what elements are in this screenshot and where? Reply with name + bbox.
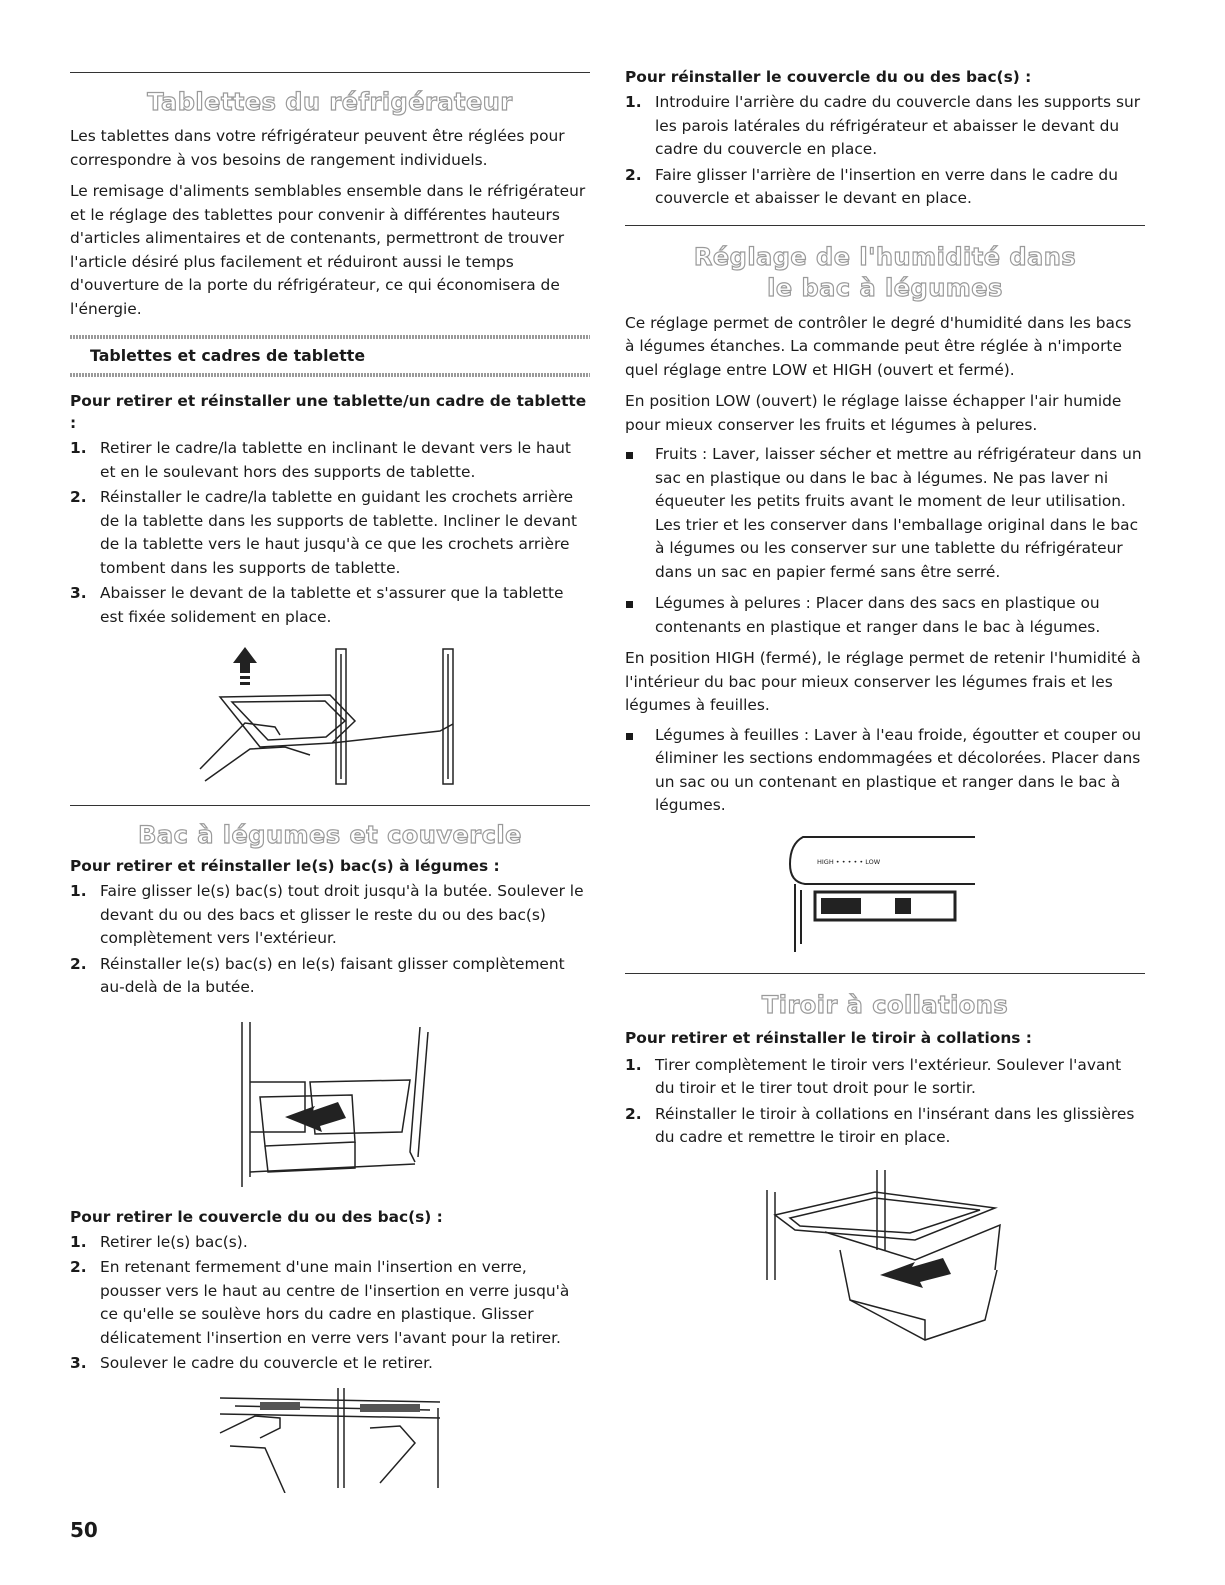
section-rule: [70, 72, 590, 73]
list-item: 1. Tirer complètement le tiroir vers l'extérieur. Soulever l'avant du tiroir et le tirer tout droit pour le sortir.: [625, 1055, 1122, 1097]
shelf-illustration: [70, 639, 590, 787]
page-number: 50: [70, 1518, 98, 1542]
shelves-intro: Les tablettes dans votre réfrigérateur peuvent être réglées pour correspondre à vos besoins de rangement individuels.: [70, 127, 565, 169]
section-title-shelves: Tablettes du réfrigérateur: [147, 88, 513, 116]
humidity-intro: Ce réglage permet de contrôler le degré d'humidité dans les bacs à légumes étanches. La commande peut être réglée à n'importe quel réglage entre LOW et HIGH (ouvert et fermé).: [625, 313, 1132, 379]
crisper-procedure-heading: Pour retirer et réinstaller le(s) bac(s) à légumes :: [70, 857, 500, 875]
humidity-slider-label: HIGH • • • • • LOW: [817, 857, 881, 866]
list-item: Fruits : Laver, laisser sécher et mettre au réfrigérateur dans un sac en plastique ou dans le bac à légumes. Ne pas laver ni équeuter les petits fruits avant le moment de leur utilisation. Les trier et les conserver dans l'emballage original dans le bac à légumes ou les conserver sur une tablette du réfrigérateur dans un sac en papier fermé sans être serré.: [625, 443, 1145, 584]
section-rule: [70, 805, 590, 806]
humidity-control-illustration: [625, 834, 1145, 959]
snack-steps: [625, 1054, 1145, 1150]
crisper-illustration: [70, 1022, 590, 1192]
cover-reinstall-heading: Pour réinstaller le couvercle du ou des bac(s) :: [625, 68, 1032, 86]
right-column: [625, 0, 1145, 1350]
section-title-snack: Tiroir à collations: [761, 990, 1009, 1019]
crisper-steps: [70, 880, 590, 1000]
section-rule: [625, 973, 1145, 974]
list-item: 1. Faire glisser le(s) bac(s) tout droit jusqu'à la butée. Soulever le devant du ou des bacs et glisser le reste du ou des bac(s) complètement vers l'extérieur.: [70, 882, 584, 947]
shelves-tip: Le remisage d'aliments semblables ensemble dans le réfrigérateur et le réglage des tablettes pour convenir à différentes hauteurs d'articles alimentaires et de contenants, permettront de trouver l'article désiré plus facilement et réduiront aussi le temps d'ouverture de la porte du réfrigérateur, ce qui économisera de l'énergie.: [70, 182, 586, 318]
list-item: 1. Introduire l'arrière du cadre du couvercle dans les supports sur les parois latérales du réfrigérateur et abaisser le devant du cadre du couvercle en place.: [625, 93, 1141, 158]
list-item: 1. Retirer le(s) bac(s).: [70, 1232, 248, 1251]
section-title-crisper: Bac à légumes et couvercle: [138, 821, 522, 849]
subsection-rule: [70, 335, 590, 339]
subsection-title: Tablettes et cadres de tablette: [90, 346, 366, 365]
list-item: 2. Faire glisser l'arrière de l'insertion en verre dans le cadre du couvercle et abaisser le devant en place.: [625, 165, 1118, 207]
list-item: 3. Soulever le cadre du couvercle et le retirer.: [70, 1354, 433, 1372]
shelf-procedure-heading: Pour retirer et réinstaller une tablette/un cadre de tablette :: [70, 392, 587, 432]
shelf-steps: [70, 437, 590, 629]
list-item: Légumes à pelures : Placer dans des sacs en plastique ou contenants en plastique et ranger dans le bac à légumes.: [625, 592, 1145, 639]
list-item: 3. Abaisser le devant de la tablette et s'assurer que la tablette est fixée solidement en place.: [70, 584, 564, 626]
section-title-humidity-1: Réglage de l'humidité dans: [693, 242, 1077, 271]
list-item: 2. Réinstaller le(s) bac(s) en le(s) faisant glisser complètement au-delà de la butée.: [70, 954, 565, 996]
list-item: Légumes à feuilles : Laver à l'eau froide, égoutter et couper ou éliminer les sections endommagées et décolorées. Placer dans un sac ou un contenant en plastique et ranger dans le bac à légumes.: [625, 724, 1145, 818]
list-item: 1. Retirer le cadre/la tablette en inclinant le devant vers le haut et en le soulevant hors des supports de tablette.: [70, 439, 571, 481]
list-item: 2. Réinstaller le tiroir à collations en l'insérant dans les glissières du cadre et remettre le tiroir en place.: [625, 1104, 1135, 1146]
cover-reinstall-steps: [625, 91, 1145, 211]
high-bullets: [625, 724, 1145, 818]
left-column: [70, 0, 590, 1493]
list-item: 2. Réinstaller le cadre/la tablette en guidant les crochets arrière de la tablette dans les supports de tablette. Incliner le devant de la tablette vers le haut jusqu'à ce que les crochets arrière tombent dans les supports de tablette.: [70, 488, 578, 577]
low-bullets: [625, 443, 1145, 639]
section-rule: [625, 225, 1145, 226]
cover-illustration: [70, 1388, 590, 1493]
cover-removal-heading: Pour retirer le couvercle du ou des bac(s) :: [70, 1207, 443, 1226]
cover-removal-steps: [70, 1231, 590, 1376]
humidity-low: En position LOW (ouvert) le réglage laisse échapper l'air humide pour mieux conserver les fruits et légumes à pelures.: [625, 392, 1122, 434]
list-item: 2. En retenant fermement d'une main l'insertion en verre, pousser vers le haut au centre de l'insertion en verre jusqu'à ce qu'elle se soulève hors du cadre en plastique. Glisser délicatement l'insertion en verre vers l'avant pour la retirer.: [70, 1258, 570, 1347]
snack-drawer-illustration: [625, 1170, 1145, 1350]
subsection-rule: [70, 373, 590, 377]
snack-procedure-heading: Pour retirer et réinstaller le tiroir à collations :: [625, 1028, 1032, 1047]
section-title-humidity-2: le bac à légumes: [767, 273, 1003, 302]
humidity-high: En position HIGH (fermé), le réglage permet de retenir l'humidité à l'intérieur du bac pour mieux conserver les légumes frais et les légumes à feuilles.: [625, 649, 1141, 714]
